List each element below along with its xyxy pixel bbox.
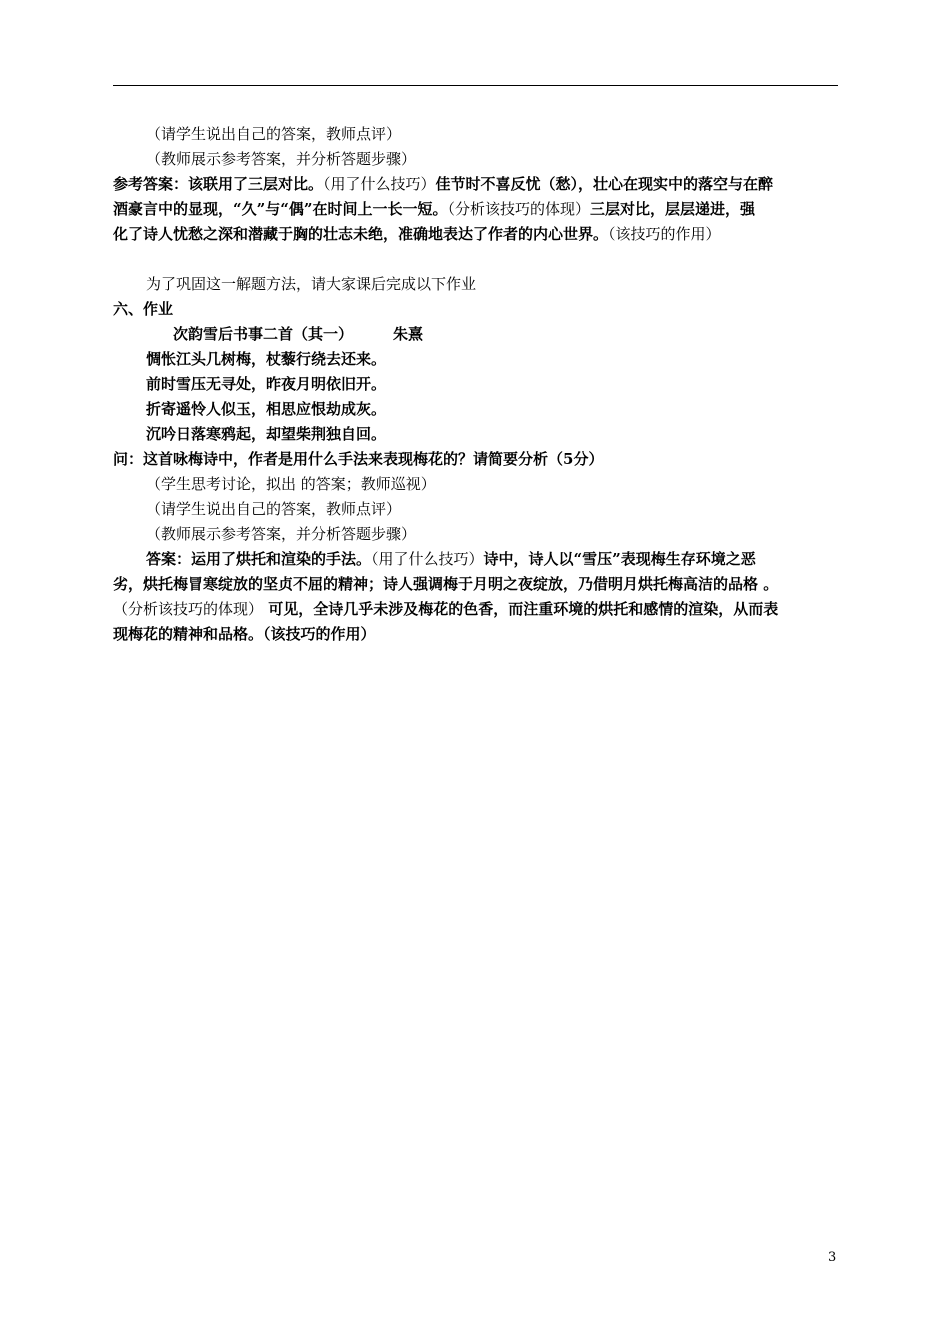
answer-text: 现梅花的精神和品格。（该技巧的作用） [113, 625, 376, 643]
answer-text: 参考答案：该联用了三层对比。 [113, 175, 324, 193]
instruction-line: （教师展示参考答案，并分析答题步骤） [146, 525, 417, 543]
answer-text: 诗中，诗人以“雪压”表现梅生存环境之恶 [483, 550, 756, 568]
answer-text: 三层对比，层层递进，强 [590, 200, 756, 218]
question: 问：这首咏梅诗中，作者是用什么手法来表现梅花的？请简要分析（5分） [113, 450, 604, 468]
page-number: 3 [828, 1250, 837, 1265]
poem-line: 惆怅江头几树梅，杖藜行绕去还来。 [146, 350, 387, 368]
answer-note: （分析该技巧的体现） [113, 600, 264, 618]
document-body [113, 122, 838, 647]
reference-answer [113, 172, 838, 247]
poem-heading [113, 322, 838, 347]
section-heading: 六、作业 [113, 300, 174, 318]
instruction-line: （学生思考讨论，拟出 的答案；教师巡视） [146, 475, 436, 493]
answer-text: 答案：运用了烘托和渲染的手法。 [146, 550, 372, 568]
poem-line: 沉吟日落寒鸦起，却望柴荆独自回。 [146, 425, 387, 443]
poem-line: 折寄遥怜人似玉，相思应恨劫成灰。 [146, 400, 387, 418]
answer [113, 547, 838, 647]
answer-text: 可见，全诗几乎未涉及梅花的色香，而注重环境的烘托和感情的渲染，从而表 [263, 600, 779, 618]
poem-line: 前时雪压无寻处，昨夜月明依旧开。 [146, 375, 387, 393]
header-rule [113, 85, 838, 86]
instruction-line: （请学生说出自己的答案，教师点评） [146, 125, 402, 143]
answer-text: 化了诗人忧愁之深和潜藏于胸的壮志未绝，准确地表达了作者的内心世界。 [113, 225, 609, 243]
answer-text: 酒豪言中的显现，“久”与“偶”在时间上一长一短。 [113, 200, 448, 218]
poem-author: 朱熹 [393, 325, 424, 343]
answer-note: （分析该技巧的体现） [447, 200, 591, 218]
answer-note: （该技巧的作用） [608, 225, 721, 243]
poem-title: 次韵雪后书事二首（其一） [173, 325, 354, 343]
answer-note: （用了什么技巧） [323, 175, 436, 193]
homework-intro: 为了巩固这一解题方法，请大家课后完成以下作业 [146, 275, 477, 293]
instruction-line: （请学生说出自己的答案，教师点评） [146, 500, 402, 518]
answer-note: （用了什么技巧） [371, 550, 484, 568]
instruction-line: （教师展示参考答案，并分析答题步骤） [146, 150, 417, 168]
answer-text: 佳节时不喜反忧（愁），壮心在现实中的落空与在醉 [435, 175, 774, 193]
answer-text: 劣，烘托梅冒寒绽放的坚贞不屈的精神；诗人强调梅于月明之夜绽放，乃借明月烘托梅高洁的品格 。 [113, 575, 779, 593]
